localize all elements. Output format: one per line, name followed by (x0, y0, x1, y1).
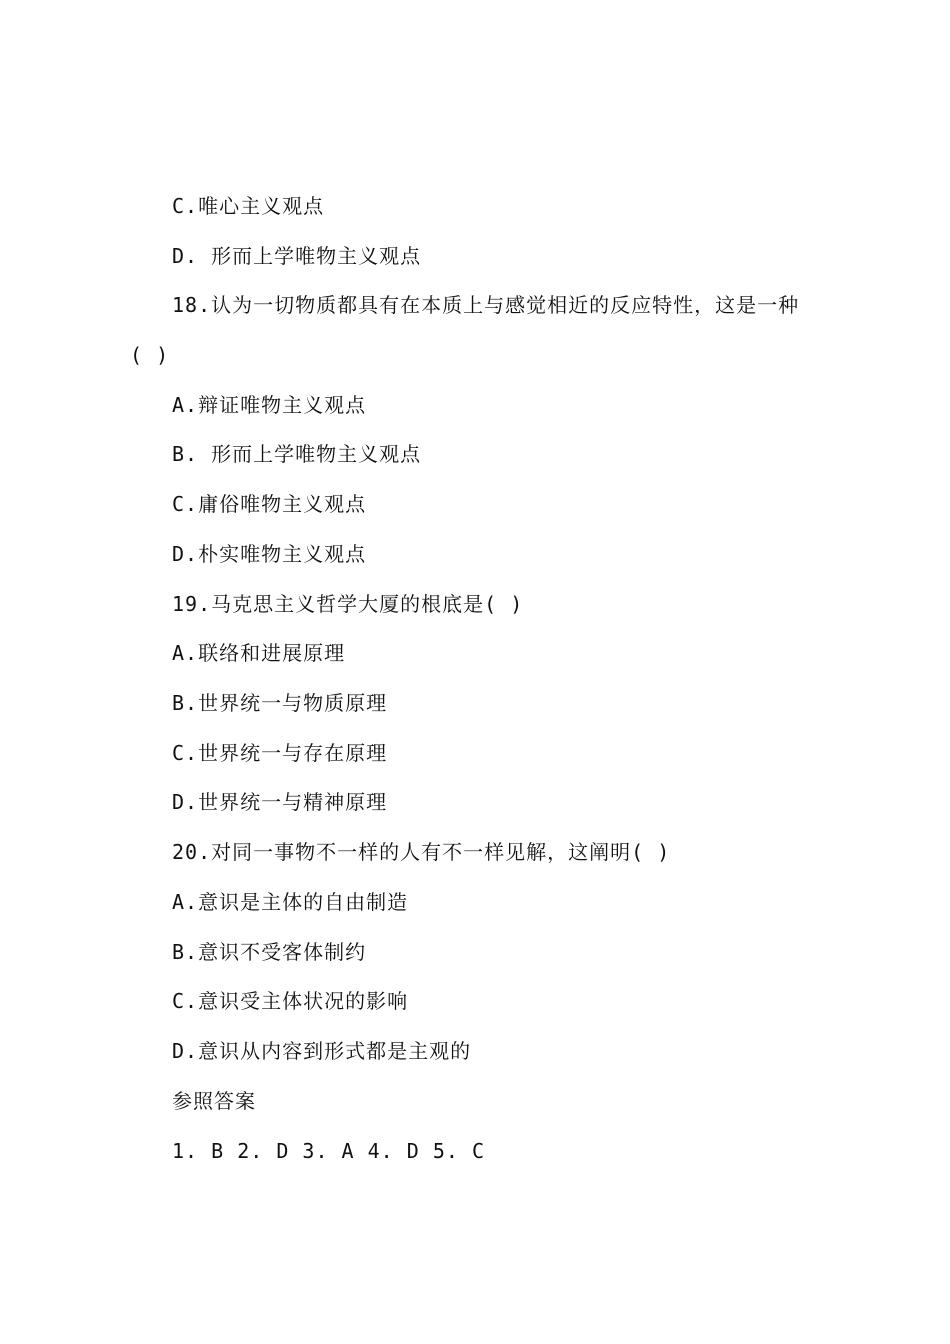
q19-question: 19.马克思主义哲学大厦的根底是( ) (172, 592, 524, 616)
q19-option-b: B.世界统一与物质原理 (172, 691, 388, 715)
q18-question: 18.认为一切物质都具有在本质上与感觉相近的反应特性，这是一种 (172, 293, 800, 317)
q20-option-c: C.意识受主体状况的影响 (172, 989, 409, 1013)
q19-option-a: A.联络和进展原理 (172, 641, 346, 665)
q20-option-d: D.意识从内容到形式都是主观的 (172, 1039, 472, 1063)
q18-option-a: A.辩证唯物主义观点 (172, 393, 367, 417)
q18-option-c: C.庸俗唯物主义观点 (172, 492, 367, 516)
answers-heading: 参照答案 (172, 1089, 256, 1113)
answers-line: 1. B 2. D 3. A 4. D 5. C (172, 1139, 485, 1163)
q18-option-b: B. 形而上学唯物主义观点 (172, 442, 422, 466)
q18-option-d: D.朴实唯物主义观点 (172, 542, 367, 566)
q17-option-d: D. 形而上学唯物主义观点 (172, 244, 422, 268)
q20-option-a: A.意识是主体的自由制造 (172, 890, 409, 914)
q18-question-blank: ( ) (130, 343, 170, 367)
q19-option-d: D.世界统一与精神原理 (172, 790, 388, 814)
q20-option-b: B.意识不受客体制约 (172, 940, 367, 964)
q20-question: 20.对同一事物不一样的人有不一样见解，这阐明( ) (172, 840, 671, 864)
q17-option-c: C.唯心主义观点 (172, 194, 325, 218)
q19-option-c: C.世界统一与存在原理 (172, 741, 388, 765)
